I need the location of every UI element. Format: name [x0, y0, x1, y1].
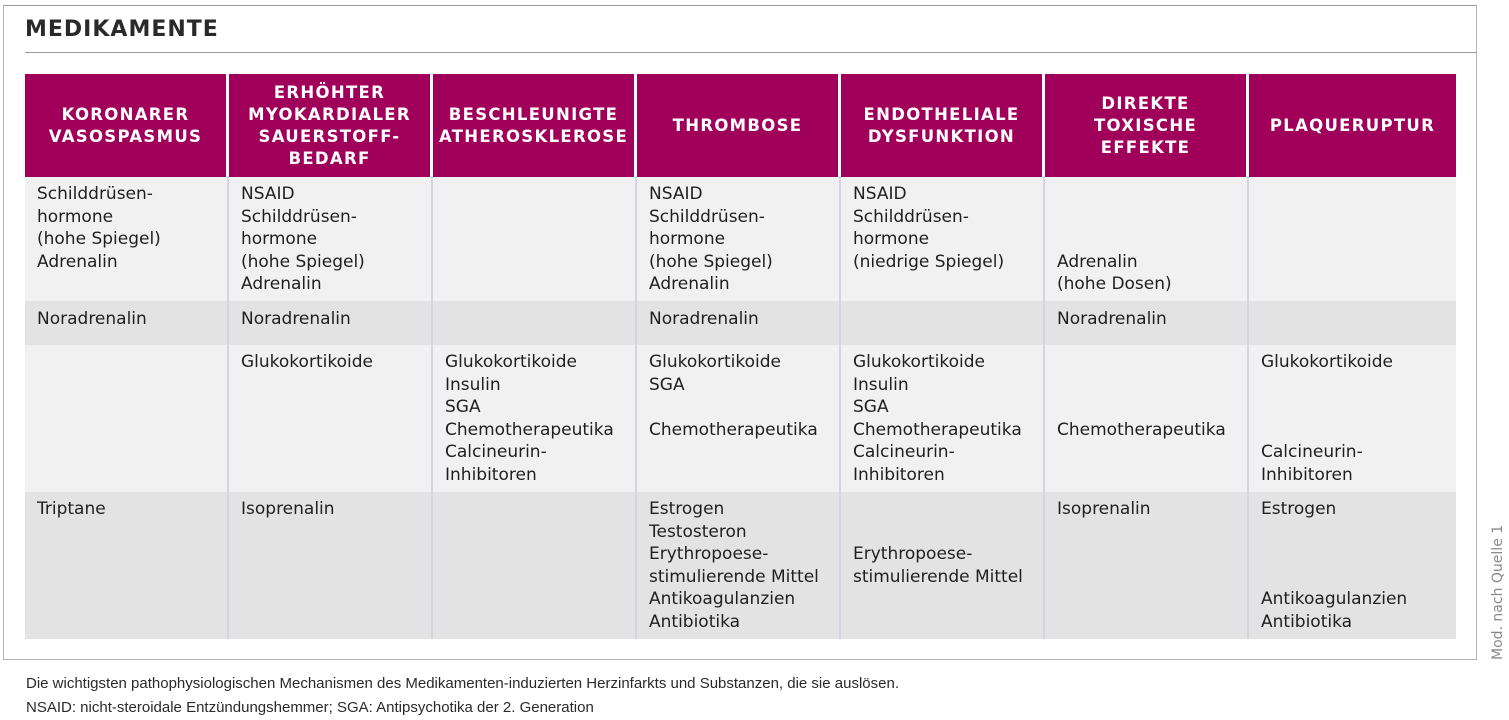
table-cell: Glukokortikoide Calcineurin- Inhibitoren	[1249, 345, 1456, 492]
page-title: MEDIKAMENTE	[25, 17, 219, 42]
title-bar	[25, 5, 1477, 53]
source-note: Mod. nach Quelle 1	[1490, 524, 1506, 660]
header-thrombose: THROMBOSE	[637, 74, 841, 177]
table-cell	[433, 301, 637, 345]
header-plaqueruptur: PLAQUERUPTUR	[1249, 74, 1456, 177]
header-atherosklerose: BESCHLEUNIGTE ATHEROSKLEROSE	[433, 74, 637, 177]
table-cell: Isoprenalin	[1045, 492, 1249, 639]
header-toxische-effekte: DIREKTE TOXISCHE EFFEKTE	[1045, 74, 1249, 177]
table-cell: Chemotherapeutika	[1045, 345, 1249, 492]
table-cell: Glukokortikoide SGA Chemotherapeutika	[637, 345, 841, 492]
table-cell	[1249, 177, 1456, 301]
header-sauerstoffbedarf: ERHÖHTER MYOKARDIALER SAUERSTOFF- BEDARF	[229, 74, 433, 177]
table-cell: Triptane	[25, 492, 229, 639]
table-cell	[433, 492, 637, 639]
table-cell: Glukokortikoide Insulin SGA Chemotherapeutika Calcineurin- Inhibitoren	[841, 345, 1045, 492]
mechanism-table	[25, 74, 1456, 639]
table-cell: NSAID Schilddrüsen- hormone (niedrige Spiegel)	[841, 177, 1045, 301]
header-koronarer-vasospasmus: KORONARER VASOSPASMUS	[25, 74, 229, 177]
table-cell: Glukokortikoide	[229, 345, 433, 492]
table-cell	[1249, 301, 1456, 345]
table-cell: Erythropoese- stimulierende Mittel	[841, 492, 1045, 639]
table-cell: NSAID Schilddrüsen- hormone (hohe Spiegel) Adrenalin	[637, 177, 841, 301]
table-cell: Noradrenalin	[1045, 301, 1249, 345]
table-cell: Isoprenalin	[229, 492, 433, 639]
table-cell: Noradrenalin	[229, 301, 433, 345]
table-cell: Schilddrüsen- hormone (hohe Spiegel) Adrenalin	[25, 177, 229, 301]
caption-line: Die wichtigsten pathophysiologischen Mechanismen des Medikamenten-induzierten Herzinfarkts und Substanzen, die sie auslösen.	[26, 675, 899, 692]
table-cell	[841, 301, 1045, 345]
table-cell	[433, 177, 637, 301]
figure-caption	[26, 672, 899, 720]
table-cell: NSAID Schilddrüsen- hormone (hohe Spiegel) Adrenalin	[229, 177, 433, 301]
table-cell: Noradrenalin	[637, 301, 841, 345]
table-cell: Adrenalin (hohe Dosen)	[1045, 177, 1249, 301]
table-cell: Estrogen Antikoagulanzien Antibiotika	[1249, 492, 1456, 639]
caption-line: NSAID: nicht-steroidale Entzündungshemmer; SGA: Antipsychotika der 2. Generation	[26, 699, 594, 716]
header-endotheliale-dysfunktion: ENDOTHELIALE DYSFUNKTION	[841, 74, 1045, 177]
table-cell: Glukokortikoide Insulin SGA Chemotherapeutika Calcineurin- Inhibitoren	[433, 345, 637, 492]
table-cell: Estrogen Testosteron Erythropoese- stimulierende Mittel Antikoagulanzien Antibiotika	[637, 492, 841, 639]
table-cell	[25, 345, 229, 492]
table-cell: Noradrenalin	[25, 301, 229, 345]
